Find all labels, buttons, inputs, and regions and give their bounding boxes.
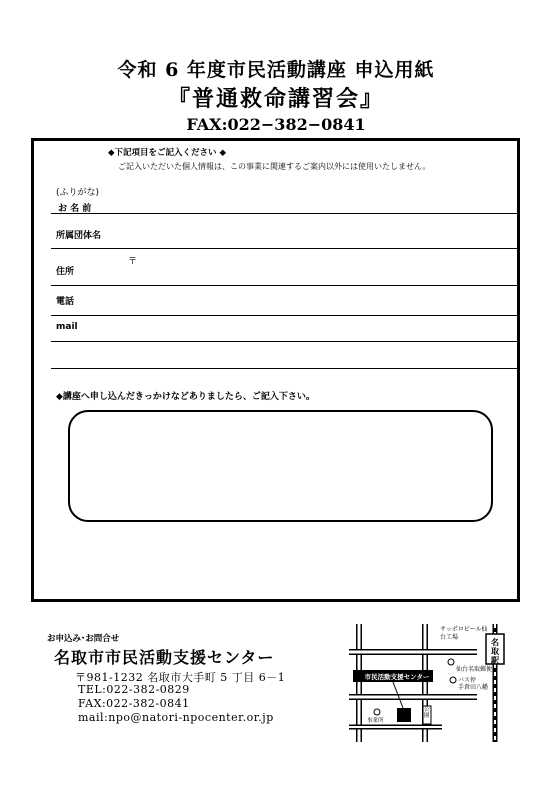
bus-stop-icon	[450, 677, 456, 683]
name-label: お 名 前	[58, 204, 92, 214]
org-line[interactable]	[51, 248, 520, 249]
center-mail: mail:npo@natori-npocenter.or.jp	[78, 711, 274, 724]
map-park-label: 公園	[424, 707, 430, 719]
fax-number: FAX:022−382−0841	[186, 115, 366, 134]
postal-mark: 〒	[128, 257, 138, 267]
form-title: 令和 6 年度市民活動講座 申込用紙	[117, 59, 435, 81]
map-post-label: 仙台名取郵便局	[456, 666, 499, 673]
comment-box[interactable]	[68, 410, 493, 522]
map-sapporo-label: サッポロビール仙台工場	[440, 626, 488, 641]
furigana-label: (ふりがな)	[56, 188, 100, 198]
phone-line[interactable]	[51, 315, 520, 316]
notice-heading: ◆下記項目をご記入ください ◆	[108, 148, 227, 158]
center-tel: TEL:022-382-0829	[78, 683, 190, 696]
center-name: 名取市市民活動支援センター	[54, 648, 275, 667]
map-school-label: 事業所	[367, 718, 384, 724]
phone-label: 電話	[56, 297, 75, 307]
address-label: 住所	[56, 267, 75, 277]
form-frame	[31, 138, 520, 602]
center-address: 〒981-1232 名取市大手町 5 丁目 6－1	[75, 671, 286, 684]
map-center-label: 市民活動支援センター	[364, 673, 430, 681]
center-building	[397, 708, 411, 722]
post-office-icon	[448, 659, 454, 665]
map-bus-label: バス停	[458, 677, 477, 684]
map-bus-stop-label: 手倉田八幡	[458, 684, 489, 691]
mail-label: mail	[56, 322, 78, 332]
school-icon	[374, 709, 380, 715]
name-line[interactable]	[51, 213, 520, 214]
privacy-note: ご記入いただいた個人情報は、この事業に関連するご案内以外には使用いたしません。	[118, 162, 431, 171]
map-station-label: 名取駅	[491, 638, 499, 665]
center-fax: FAX:022-382-0841	[78, 697, 190, 710]
contact-heading: お申込み･お問合せ	[47, 634, 120, 644]
address-line[interactable]	[51, 285, 520, 286]
org-label: 所属団体名	[56, 231, 102, 241]
comment-prompt: ◆講座へ申し込んだきっかけなどありましたら、ご記入下さい。	[56, 392, 315, 402]
mail-line[interactable]	[51, 341, 520, 342]
course-title: 『普通救命講習会』	[167, 86, 384, 112]
extra-line[interactable]	[51, 368, 520, 369]
